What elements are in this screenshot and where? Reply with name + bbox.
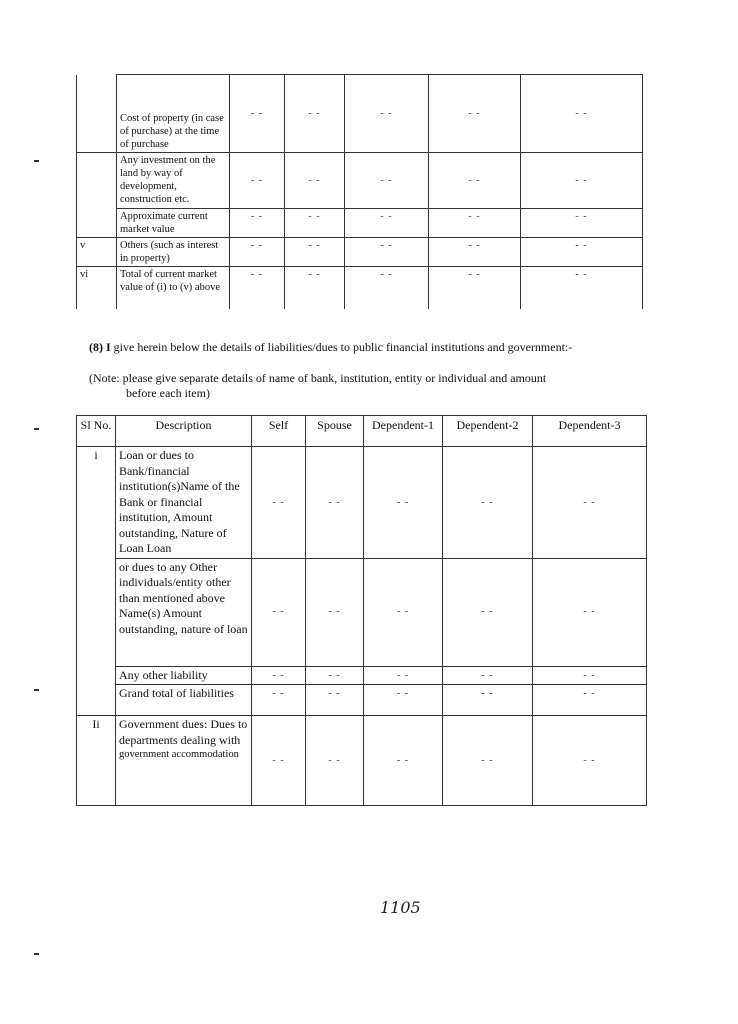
cell-mark: - - <box>230 238 285 267</box>
cell-mark: - - <box>429 238 521 267</box>
table-row <box>77 209 643 238</box>
cell-mark: - - <box>443 685 533 716</box>
cell-mark: - - <box>364 716 443 806</box>
table-row <box>77 267 643 309</box>
cell-mark: - - <box>521 153 643 209</box>
column-header-dependent-2: Dependent-2 <box>443 416 533 447</box>
table-row <box>77 558 647 666</box>
row-number <box>77 209 117 238</box>
cell-mark: - - <box>429 209 521 238</box>
row-description: or dues to any Other individuals/entity other than mentioned above Name(s) Amount outstanding, nature of loan <box>116 558 252 666</box>
cell-mark: - - <box>285 267 345 309</box>
cell-mark: - - <box>429 267 521 309</box>
table-row <box>77 666 647 685</box>
note-line: before each item) <box>126 386 210 400</box>
cell-mark: - - <box>230 267 285 309</box>
table-row <box>77 716 647 806</box>
row-description: Grand total of liabilities <box>116 685 252 716</box>
cell-mark: - - <box>364 685 443 716</box>
cell-mark: - - <box>521 75 643 153</box>
cell-mark: - - <box>345 238 429 267</box>
cell-mark: - - <box>306 558 364 666</box>
cell-mark: - - <box>252 558 306 666</box>
cell-mark: - - <box>345 75 429 153</box>
row-number: v <box>77 238 117 267</box>
row-number: i <box>77 447 116 559</box>
row-description: Any investment on the land by way of development, construction etc. <box>117 153 230 209</box>
cell-mark: - - <box>306 447 364 559</box>
cell-mark: - - <box>443 558 533 666</box>
cell-mark: - - <box>533 685 647 716</box>
cell-mark: - - <box>252 666 306 685</box>
cell-mark: - - <box>521 267 643 309</box>
note-line: (Note: please give separate details of name of bank, institution, entity or individual and amount <box>89 371 547 385</box>
cell-mark: - - <box>345 209 429 238</box>
cell-mark: - - <box>364 447 443 559</box>
cell-mark: - - <box>285 75 345 153</box>
row-description: Loan or dues to Bank/financial institution(s)Name of the Bank or financial institution, Amount outstanding, Nature of Loan Loan <box>116 447 252 559</box>
cell-mark: - - <box>306 685 364 716</box>
cell-mark: - - <box>533 447 647 559</box>
row-description: Approximate current market value <box>117 209 230 238</box>
cell-mark: - - <box>285 238 345 267</box>
row-number: vi <box>77 267 117 309</box>
column-header-dependent-1: Dependent-1 <box>364 416 443 447</box>
row-description: Any other liability <box>116 666 252 685</box>
cell-mark: - - <box>345 153 429 209</box>
row-number <box>77 75 117 153</box>
margin-mark <box>34 953 39 955</box>
margin-mark <box>34 428 39 430</box>
column-header-sl-no: Sl No. <box>77 416 116 447</box>
margin-mark <box>34 160 39 162</box>
cell-mark: - - <box>443 666 533 685</box>
liabilities-table <box>76 415 647 806</box>
cell-mark: - - <box>521 209 643 238</box>
row-number <box>77 685 116 716</box>
section-heading-text: give herein below the details of liabilities/dues to public financial institutions and government:- <box>110 340 573 354</box>
row-description: Cost of property (in case of purchase) at the time of purchase <box>117 75 230 153</box>
immovable-property-table <box>76 74 643 309</box>
cell-mark: - - <box>364 558 443 666</box>
column-header-description: Description <box>116 416 252 447</box>
cell-mark: - - <box>252 685 306 716</box>
cell-mark: - - <box>364 666 443 685</box>
row-description: Total of current market value of (i) to (v) above <box>117 267 230 309</box>
table-row <box>77 447 647 559</box>
row-number <box>77 666 116 685</box>
row-number <box>77 558 116 666</box>
column-header-dependent-3: Dependent-3 <box>533 416 647 447</box>
row-number <box>77 153 117 209</box>
table-row <box>77 75 643 153</box>
row-description-line: government accommodation <box>119 749 239 760</box>
cell-mark: - - <box>306 666 364 685</box>
margin-mark <box>34 689 39 691</box>
table-row <box>77 153 643 209</box>
cell-mark: - - <box>230 75 285 153</box>
cell-mark: - - <box>252 447 306 559</box>
section-8-note <box>89 371 689 401</box>
cell-mark: - - <box>230 209 285 238</box>
column-header-self: Self <box>252 416 306 447</box>
table-header-row <box>77 416 647 447</box>
cell-mark: - - <box>443 447 533 559</box>
cell-mark: - - <box>230 153 285 209</box>
cell-mark: - - <box>345 267 429 309</box>
cell-mark: - - <box>533 558 647 666</box>
cell-mark: - - <box>429 75 521 153</box>
row-number: Ii <box>77 716 116 806</box>
cell-mark: - - <box>533 666 647 685</box>
cell-mark: - - <box>443 716 533 806</box>
row-description <box>116 716 252 806</box>
table-row <box>77 238 643 267</box>
column-header-spouse: Spouse <box>306 416 364 447</box>
cell-mark: - - <box>306 716 364 806</box>
cell-mark: - - <box>252 716 306 806</box>
row-description: Others (such as interest in property) <box>117 238 230 267</box>
handwritten-page-number: 1105 <box>380 898 421 917</box>
row-description-line: Government dues: Dues to departments dealing with <box>119 717 248 747</box>
cell-mark: - - <box>521 238 643 267</box>
cell-mark: - - <box>429 153 521 209</box>
cell-mark: - - <box>285 209 345 238</box>
cell-mark: - - <box>533 716 647 806</box>
cell-mark: - - <box>285 153 345 209</box>
section-8-heading <box>89 340 689 355</box>
table-row <box>77 685 647 716</box>
section-number: (8) I <box>89 340 111 354</box>
